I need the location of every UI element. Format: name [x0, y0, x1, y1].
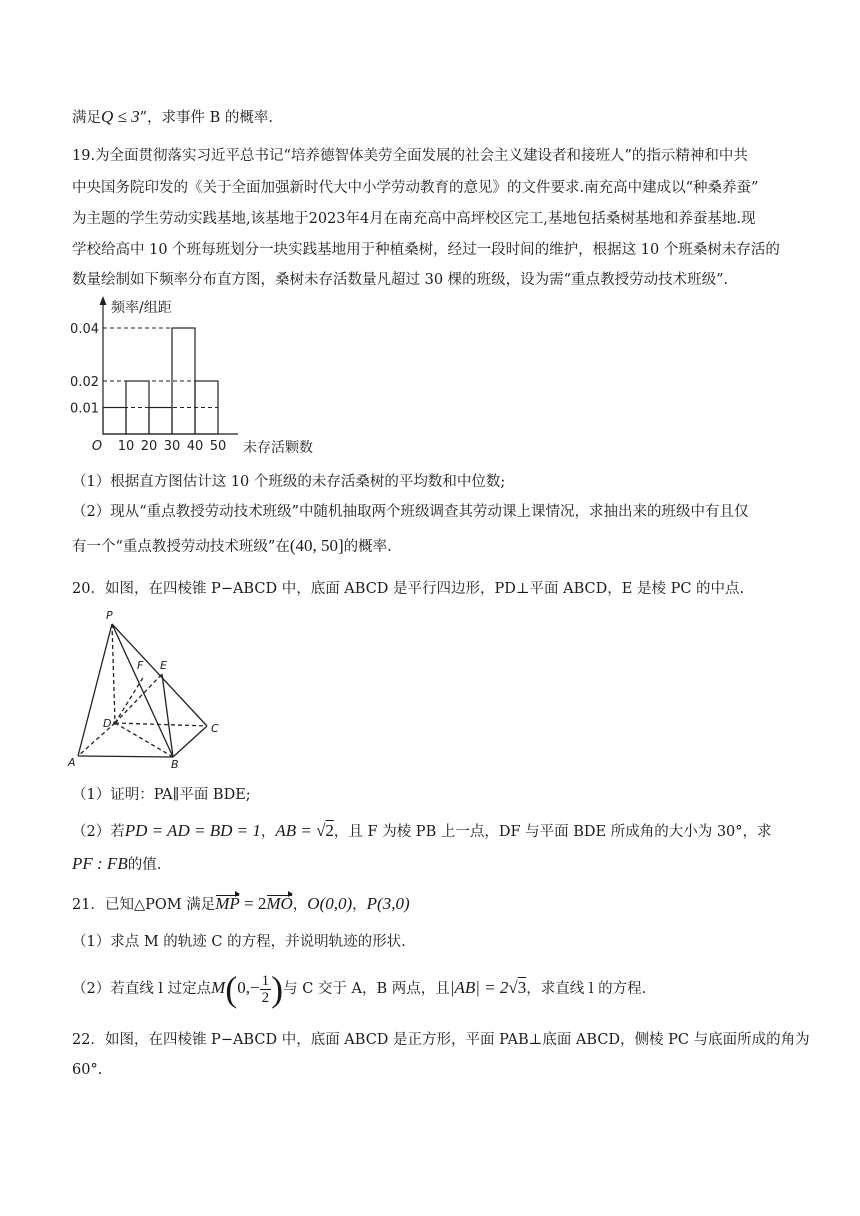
q20-sep: ，: [260, 824, 276, 840]
q21-abs-ab: |AB| = 2: [449, 978, 509, 997]
origin-label: O: [91, 439, 103, 454]
q19-part2-text-post: 的概率.: [343, 539, 392, 555]
q20-part2-text-end: 的值.: [127, 857, 162, 873]
q21-comma2: ，: [352, 897, 367, 913]
frequency-histogram: [66, 292, 326, 464]
q19-part2-text: 有一个“重点教授劳动技术班级”在: [72, 539, 290, 555]
q19-interval: (40, 50]: [289, 536, 344, 555]
q19-stem-line-4: 学校给高中 10 个班每班划分一块实践基地用于种植桑树，经过一段时间的维护，根据这 10 个班桑树未存活的: [72, 242, 780, 258]
edge-db: [115, 723, 173, 757]
q20-part1: （1）证明：PA∥平面 BDE;: [72, 787, 251, 803]
q18-math: Q ≤ 3: [101, 107, 140, 126]
q18-text-pre: 满足: [72, 110, 101, 126]
x-tick-label: 20: [140, 439, 158, 454]
q20-sqrt: √2: [316, 821, 334, 840]
histogram-bar: [103, 408, 126, 435]
histogram-bar: [195, 381, 218, 434]
x-tick-label: 10: [117, 439, 135, 454]
pyramid-figure: [66, 606, 236, 772]
q21-o-point: O(0,0): [307, 894, 353, 913]
q19-stem-line-5: 数量绘制如下频率分布直方图，桑树未存活数量凡超过 30 棵的班级，设为需“重点教授劳动技术班级”.: [72, 272, 729, 288]
edge-ab: [78, 756, 173, 757]
q21-stem-text: 21．已知△POM 满足: [72, 897, 216, 913]
q19-stem-line-2: 中央国务院印发的《关于全面加强新时代大中小学劳动教育的意见》的文件要求.南充高中建成以“种桑养蚕”: [72, 180, 759, 196]
q20-part2-line2: [72, 854, 161, 875]
q22-line2: 60°.: [72, 1062, 103, 1078]
y-axis-arrow: [100, 296, 107, 305]
q21-frac-den: 2: [261, 989, 270, 1006]
q21-m-x: 0,−: [237, 978, 260, 997]
y-axis-label: 频率/组距: [111, 300, 172, 316]
label-f: F: [137, 659, 144, 672]
q19-stem-line-1: 19.为全面贯彻落实习近平总书记“培养德智体美劳全面发展的社会主义建设者和接班人”的指示精神和中共: [72, 148, 748, 164]
q20-part2-text-post: ，且 F 为棱 PB 上一点，DF 与平面 BDE 所成角的大小为 30°，求: [333, 824, 772, 840]
x-axis-label: 未存活颗数: [243, 440, 313, 456]
q21-vec-mp: MP: [215, 894, 240, 913]
edge-pd: [112, 624, 115, 723]
q19-part2-line1: （2）现从“重点教授劳动技术班级”中随机抽取两个班级调查其劳动课上课情况，求抽出来的班级中有且仅: [72, 504, 749, 520]
q21-part2: （2）若直线 l 过定点M(0,− $\frac{1}{2}$ )与 C 交于 A，B 两点，且|AB| = 2√3，求直线 l 的方程.: [72, 969, 647, 1009]
histogram-bar: [149, 408, 172, 435]
y-tick-label: 0.01: [70, 401, 99, 417]
label-p: P: [106, 609, 113, 622]
edge-dc: [115, 723, 207, 726]
y-tick-label: 0.04: [70, 322, 99, 337]
q21-sqrt: √3: [508, 978, 527, 997]
q21-part2-mid: 与 C 交于 A，B 两点，且: [283, 981, 450, 997]
q18-text-post: ”，求事件 B 的概率.: [139, 110, 274, 126]
q20-ratio: PF : FB: [72, 854, 128, 873]
q20-eq2: AB =: [275, 821, 317, 840]
label-c: C: [211, 722, 219, 735]
label-b: B: [171, 758, 179, 771]
q22-line1: 22．如图，在四棱锥 P−ABCD 中，底面 ABCD 是正方形，平面 PAB⊥底面 ABCD，侧棱 PC 与底面所成的角为: [72, 1032, 810, 1048]
q21-eq: = 2: [239, 894, 267, 913]
q21-comma1: ，: [292, 897, 308, 913]
y-tick-label: 0.02: [70, 375, 99, 390]
q21-fraction: [260, 973, 272, 1006]
q21-m-label: M: [211, 978, 226, 997]
q20-stem: 20．如图，在四棱锥 P−ABCD 中，底面 ABCD 是平行四边形，PD⊥平面 ABCD，E 是棱 PC 的中点.: [72, 581, 745, 597]
q20-eq1: PD = AD = BD = 1: [124, 821, 261, 840]
q21-stem: [72, 894, 410, 915]
edge-pa: [78, 624, 112, 756]
x-tick-label: 40: [186, 439, 204, 454]
x-tick-label: 50: [209, 439, 227, 454]
q21-p-point: P(3,0): [366, 894, 410, 913]
edge-bc: [173, 726, 207, 757]
q20-sqrt-val: 2: [325, 821, 334, 840]
q20-part2-text: （2）若: [72, 824, 125, 840]
x-tick-label: 30: [163, 439, 181, 454]
q19-part1: （1）根据直方图估计这 10 个班级的未存活桑树的平均数和中位数;: [72, 474, 506, 490]
q20-part2-line1: [72, 821, 772, 842]
q21-frac-num: 1: [261, 972, 270, 989]
label-a: A: [68, 756, 76, 769]
label-e: E: [160, 659, 167, 672]
q21-part2-post: ，求直线 l 的方程.: [526, 981, 647, 997]
q21-part1: （1）求点 M 的轨迹 C 的方程，并说明轨迹的形状.: [72, 934, 406, 950]
q19-part2-line2: [72, 536, 392, 557]
q21-sqrt-val: 3: [517, 978, 527, 997]
q21-part2-text: （2）若直线 l 过定点: [72, 981, 212, 997]
q19-stem-line-3: 为主题的学生劳动实践基地,该基地于2023年4月在南充高中高坪校区完工,基地包括桑树基地和养蚕基地.现: [72, 211, 756, 227]
q21-vec-mo: MO: [266, 894, 293, 913]
label-d: D: [103, 717, 112, 730]
q18-tail: [72, 107, 273, 128]
